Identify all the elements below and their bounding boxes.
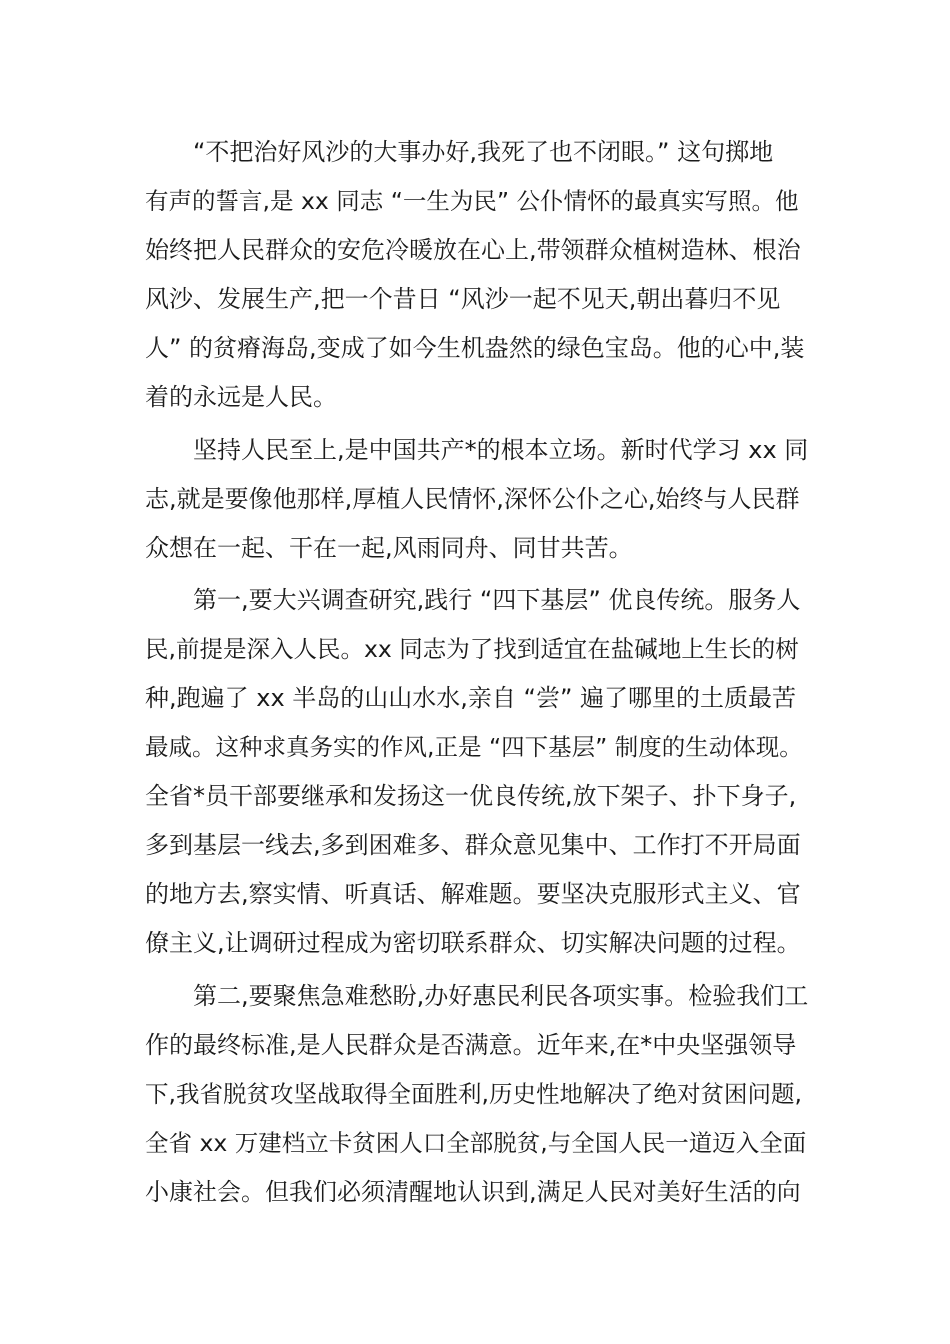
paragraph-1-line-6: 着的永远是人民。 bbox=[145, 383, 337, 411]
paragraph-1-line-4: 风沙、发展生产,把一个昔日 “风沙一起不见天,朝出暮归不见 bbox=[145, 285, 781, 313]
paragraph-3-line-1: 第一,要大兴调查研究,践行 “四下基层” 优良传统。服务人 bbox=[193, 586, 801, 614]
paragraph-4-line-4: 全省 xx 万建档立卡贫困人口全部脱贫,与全国人民一道迈入全面 bbox=[145, 1129, 807, 1157]
paragraph-4-line-3: 下,我省脱贫攻坚战取得全面胜利,历史性地解决了绝对贫困问题, bbox=[145, 1080, 802, 1108]
paragraph-2-line-2: 志,就是要像他那样,厚植人民情怀,深怀公仆之心,始终与人民群 bbox=[145, 485, 800, 513]
paragraph-3-line-3: 种,跑遍了 xx 半岛的山山水水,亲自 “尝” 遍了哪里的土质最苦 bbox=[145, 684, 797, 712]
paragraph-3-line-8: 僚主义,让调研过程成为密切联系群众、切实解决问题的过程。 bbox=[145, 929, 801, 957]
paragraph-4-line-5: 小康社会。但我们必须清醒地认识到,满足人民对美好生活的向 bbox=[145, 1178, 801, 1206]
paragraph-1-line-2: 有声的誓言,是 xx 同志 “一生为民” 公仆情怀的最真实写照。他 bbox=[145, 187, 799, 215]
paragraph-4-line-2: 作的最终标准,是人民群众是否满意。近年来,在*中央坚强领导 bbox=[145, 1031, 797, 1059]
paragraph-2-line-3: 众想在一起、干在一起,风雨同舟、同甘共苦。 bbox=[145, 534, 633, 562]
paragraph-1-line-1: “不把治好风沙的大事办好,我死了也不闭眼。” 这句掷地 bbox=[193, 138, 774, 166]
paragraph-3-line-2: 民,前提是深入人民。xx 同志为了找到适宜在盐碱地上生长的树 bbox=[145, 635, 799, 663]
paragraph-2-line-1: 坚持人民至上,是中国共产*的根本立场。新时代学习 xx 同 bbox=[193, 436, 809, 464]
paragraph-3-line-7: 的地方去,察实情、听真话、解难题。要坚决克服形式主义、官 bbox=[145, 880, 801, 908]
paragraph-1-line-5: 人” 的贫瘠海岛,变成了如今生机盎然的绿色宝岛。他的心中,装 bbox=[145, 334, 805, 362]
paragraph-4-line-1: 第二,要聚焦急难愁盼,办好惠民利民各项实事。检验我们工 bbox=[193, 982, 809, 1010]
paragraph-3-line-4: 最咸。这种求真务实的作风,正是 “四下基层” 制度的生动体现。 bbox=[145, 733, 803, 761]
paragraph-3-line-6: 多到基层一线去,多到困难多、群众意见集中、工作打不开局面 bbox=[145, 831, 801, 859]
paragraph-3-line-5: 全省*员干部要继承和发扬这一优良传统,放下架子、扑下身子, bbox=[145, 782, 797, 810]
paragraph-1-line-3: 始终把人民群众的安危冷暖放在心上,带领群众植树造林、根治 bbox=[145, 236, 801, 264]
